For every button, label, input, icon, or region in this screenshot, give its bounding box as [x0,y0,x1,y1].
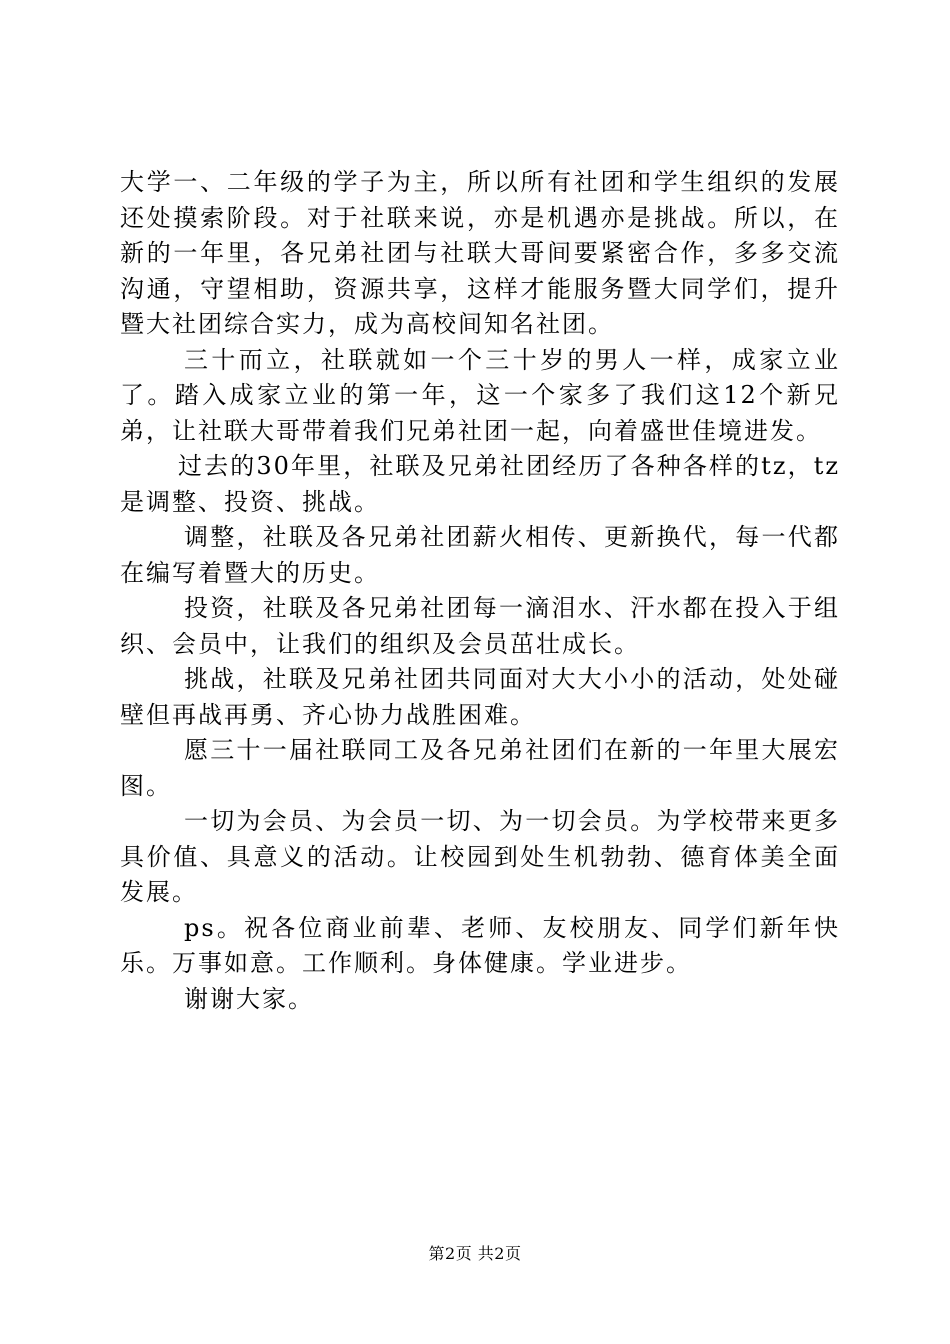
paragraph-ps-greetings: ps。祝各位商业前辈、老师、友校朋友、同学们新年快乐。万事如意。工作顺利。身体健康。学业进步。 [120,913,840,977]
page-number-footer: 第2页 共2页 [428,1244,522,1263]
paragraph-past-30-years: 过去的30年里，社联及兄弟社团经历了各种各样的tz，tz是调整、投资、挑战。 [120,452,840,516]
paragraph-wish: 愿三十一届社联同工及各兄弟社团们在新的一年里大展宏图。 [120,736,840,800]
paragraph-challenge: 挑战，社联及兄弟社团共同面对大大小小的活动，处处碰壁但再战再勇、齐心协力战胜困难。 [120,665,840,729]
paragraph-adjustment: 调整，社联及各兄弟社团薪火相传、更新换代，每一代都在编写着暨大的历史。 [120,523,840,587]
paragraph-for-members: 一切为会员、为会员一切、为一切会员。为学校带来更多具价值、具意义的活动。让校园到处生机勃勃、德育体美全面发展。 [120,807,840,906]
paragraph-investment: 投资，社联及各兄弟社团每一滴泪水、汗水都在投入于组织、会员中，让我们的组织及会员茁壮成长。 [120,594,840,658]
paragraph-continuation: 大学一、二年级的学子为主，所以所有社团和学生组织的发展还处摸索阶段。对于社联来说，亦是机遇亦是挑战。所以，在新的一年里，各兄弟社团与社联大哥间要紧密合作，多多交流沟通，守望相助，资源共享，这样才能服务暨大同学们，提升暨大社团综合实力，成为高校间知名社团。 [120,168,840,338]
paragraph-thirty-years: 三十而立，社联就如一个三十岁的男人一样，成家立业了。踏入成家立业的第一年，这一个家多了我们这12个新兄弟，让社联大哥带着我们兄弟社团一起，向着盛世佳境进发。 [120,345,840,445]
paragraph-thanks: 谢谢大家。 [184,984,314,1013]
document-body [120,165,840,1017]
